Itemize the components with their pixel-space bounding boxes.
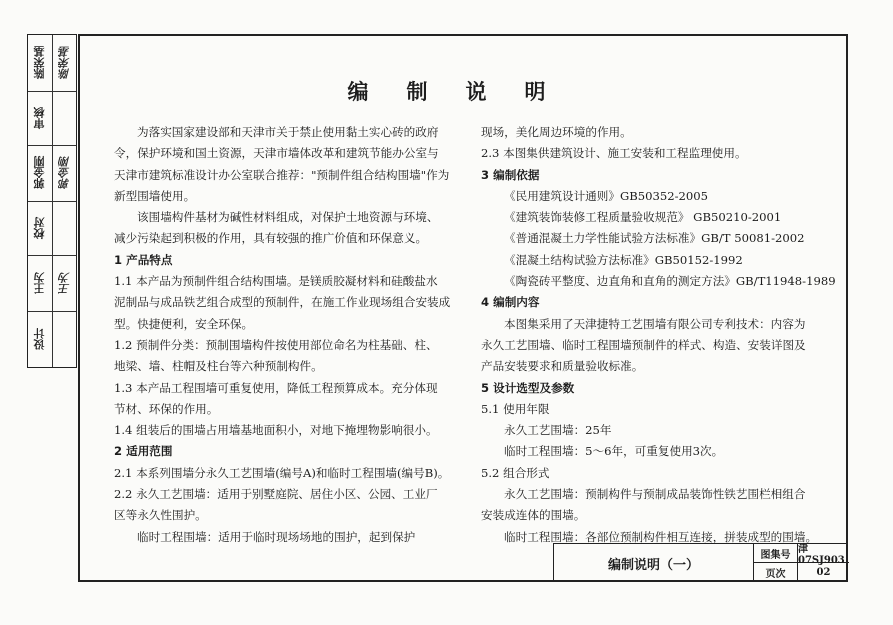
signoff-divider <box>28 145 76 146</box>
text-line: 5.1 使用年限 <box>481 401 550 416</box>
text-line: 天津市建筑标准设计办公室联合推荐："预制件组合结构围墙"作为 <box>114 167 450 182</box>
text-line: 《建筑装饰装修工程质量验收规范》 GB50210-2001 <box>504 210 782 225</box>
atlas-number-value: 津07SJ903 <box>798 544 849 563</box>
signoff-signature: 陈荣基 <box>58 46 71 80</box>
page-number-value: 02 <box>816 567 831 578</box>
page-number-label: 页次 <box>754 563 798 582</box>
text-line: 安装成连体的围墙。 <box>481 508 586 523</box>
signoff-divider <box>28 201 76 202</box>
signoff-signature: 王为 <box>58 272 71 294</box>
text-line: 区等永久性围护。 <box>114 508 207 523</box>
text-line: 新型围墙使用。 <box>114 188 196 203</box>
signoff-divider <box>28 255 76 256</box>
text-line: 永久工艺围墙：25年 <box>504 423 612 438</box>
title-block <box>553 543 848 582</box>
text-line: 泥制品与成品铁艺组合成型的预制件，在施工作业现场组合安装成 <box>114 295 451 310</box>
text-line: 《民用建筑设计通则》GB50352-2005 <box>504 188 709 203</box>
signoff-label: 设计 <box>33 328 46 350</box>
signoff-label: 王为 <box>33 272 46 294</box>
text-line: 《普通混凝土力学性能试验方法标准》GB/T 50081-2002 <box>504 231 805 246</box>
text-line: 1.4 组装后的围墙占用墙基地面积小，对地下掩埋物影响很小。 <box>114 423 438 438</box>
signoff-label: 校对 <box>33 217 46 239</box>
text-line: 2.1 本系列围墙分永久工艺围墙(编号A)和临时工程围墙(编号B)。 <box>114 465 450 480</box>
signoff-divider <box>28 311 76 312</box>
text-line: 2.3 本图集供建筑设计、施工安装和工程监理使用。 <box>481 146 747 161</box>
text-line: 2.2 永久工艺围墙：适用于别墅庭院、居住小区、公园、工业厂 <box>114 487 438 502</box>
text-line: 减少污染起到积极的作用，具有较强的推广价值和环保意义。 <box>114 231 428 246</box>
text-line: 1.2 预制件分类：预制围墙构件按使用部位命名为柱基础、柱、 <box>114 337 438 352</box>
title-block-name: 编制说明（一） <box>554 544 754 582</box>
text-line: 《陶瓷砖平整度、边直角和直角的测定方法》GB/T11948-1989 <box>504 274 836 289</box>
text-line: 型。快捷便利，安全环保。 <box>114 316 254 331</box>
text-line: 现场，美化周边环境的作用。 <box>481 125 632 139</box>
text-line: 1.3 本产品工程围墙可重复使用，降低工程预算成本。充分体现 <box>114 380 438 395</box>
text-line: 本图集采用了天津捷特工艺围墙有限公司专利技术：内容为 <box>504 316 806 331</box>
section-heading: 5 设计选型及参数 <box>481 380 575 395</box>
atlas-number-label: 图集号 <box>754 544 798 563</box>
signoff-label: 郭金刚 <box>33 156 46 190</box>
text-line: 令，保护环境和国土资源，天津市墙体改革和建筑节能办公室与 <box>114 146 439 161</box>
text-line: 临时工程围墙：适用于临时现场场地的围护，起到保护 <box>137 529 416 544</box>
text-line: 《混凝土结构试验方法标准》GB50152-1992 <box>504 252 743 267</box>
text-line: 临时工程围墙：5～6年，可重复使用3次。 <box>504 444 724 459</box>
right-column <box>481 122 841 548</box>
text-line: 永久工艺围墙：预制构件与预制成品装饰性铁艺围栏相组合 <box>504 487 806 502</box>
text-line: 地梁、墙、柱帽及柱台等六种预制构件。 <box>114 359 323 374</box>
text-line: 临时工程围墙：各部位预制构件相互连接，拼装成型的围墙。 <box>504 529 818 544</box>
left-column <box>114 122 460 548</box>
text-line: 节材、环保的作用。 <box>114 401 219 416</box>
signoff-signature: 郭金刚 <box>58 156 71 190</box>
signoff-label: 陈荣基 <box>33 46 46 80</box>
text-line: 5.2 组合形式 <box>481 465 550 480</box>
text-line: 永久工艺围墙、临时工程围墙预制件的样式、构造、安装详图及 <box>481 337 806 352</box>
section-heading: 2 适用范围 <box>114 444 173 459</box>
signoff-label: 审核 <box>33 107 46 129</box>
page-title: 编制说明 <box>347 80 584 104</box>
text-line: 产品安装要求和质量验收标准。 <box>481 359 644 374</box>
section-heading: 3 编制依据 <box>481 167 540 182</box>
section-heading: 4 编制内容 <box>481 295 540 310</box>
text-line: 为落实国家建设部和天津市关于禁止使用黏土实心砖的政府 <box>137 125 439 139</box>
section-heading: 1 产品特点 <box>114 252 173 267</box>
text-line: 1.1 本产品为预制件组合结构围墙。是镁质胶凝材料和硅酸盐水 <box>114 274 438 289</box>
text-line: 该围墙构件基材为碱性材料组成，对保护土地资源与环境、 <box>137 210 439 225</box>
